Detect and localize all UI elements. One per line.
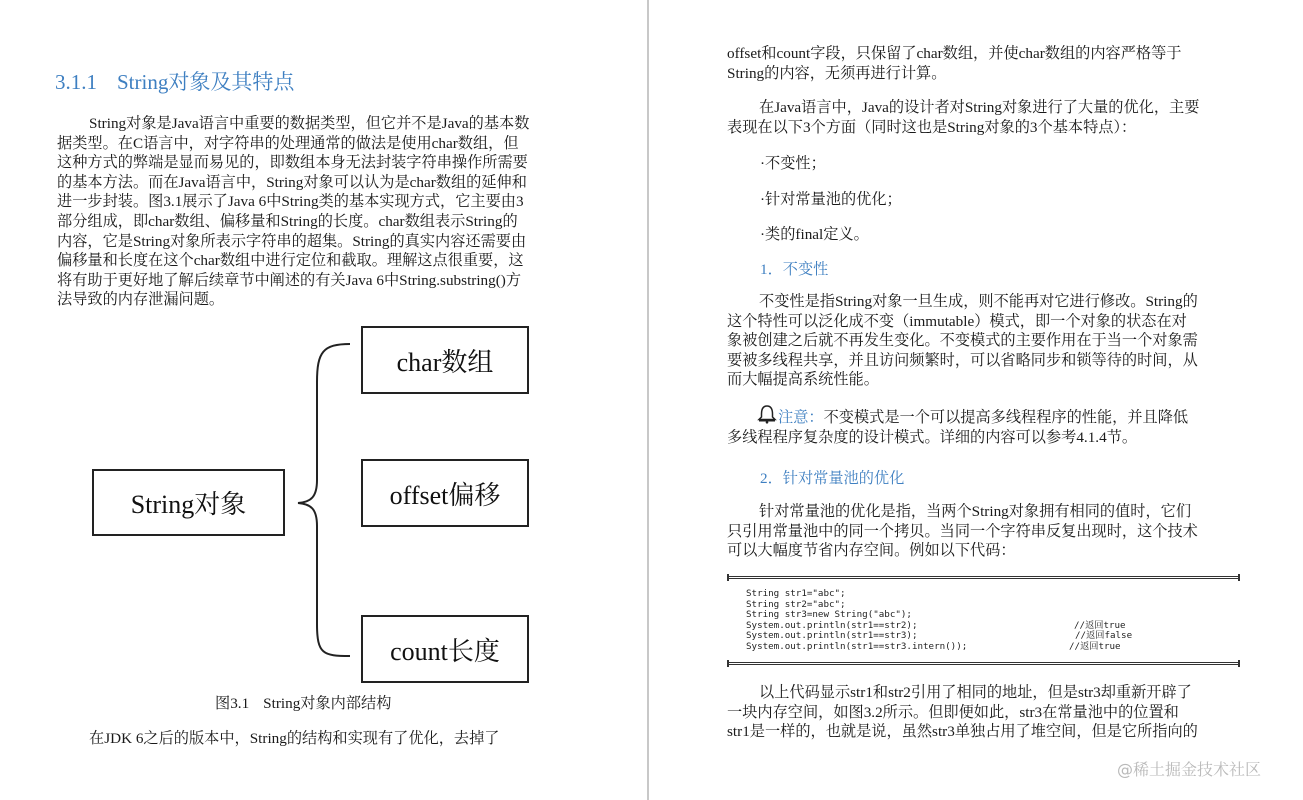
- diagram-box-char-array: [361, 326, 529, 394]
- text-line: 这个特性可以泛化成不变（immutable）模式，即一个对象的状态在对: [727, 312, 1187, 330]
- text-line: 法导致的内存泄漏问题。: [57, 291, 225, 309]
- bullet-constant-pool: ·针对常量池的优化；: [760, 191, 902, 208]
- section-title: String对象及其特点: [117, 70, 295, 94]
- curly-brace-icon: [295, 342, 355, 662]
- diagram-box-offset: [361, 459, 529, 527]
- text-line: 将有助于更好地了解后续章节中阐述的有关Java 6中String.substring()方: [57, 271, 522, 289]
- code-comment: //返回false: [1075, 630, 1133, 642]
- optimization-paragraph: [727, 98, 1237, 137]
- text-line: 只引用常量池中的同一个拷贝。当同一个字符串反复出现时，这个技术: [727, 522, 1198, 540]
- text-line: 要被多线程共享，并且访问频繁时，可以省略同步和锁等待的时间，从: [727, 351, 1198, 369]
- section-heading: [55, 66, 294, 96]
- section-number: 3.1.1: [55, 70, 97, 94]
- text-line: 内容，它是String对象所表示字符串的超集。String的真实内容还需要由: [57, 232, 527, 250]
- note-text: 不变模式是一个可以提高多线程程序的性能，并且降低: [823, 409, 1189, 426]
- code-top-rule: [727, 576, 1240, 579]
- continuation-paragraph: [727, 44, 1227, 83]
- left-page: [0, 0, 647, 800]
- diagram-root-box: [92, 469, 285, 536]
- after-code-paragraph: [727, 683, 1237, 742]
- immutability-paragraph: [727, 292, 1237, 390]
- bell-icon: [757, 404, 777, 424]
- diagram-label: char数组: [396, 347, 494, 377]
- text-line: 象被创建之后就不再发生变化。不变模式的主要作用在于当一个对象需: [727, 332, 1198, 350]
- text-line: 偏移量和长度在这个char数组中进行定位和截取。理解这点很重要，这: [57, 252, 524, 270]
- text-line: 据类型。在C语言中，对字符串的处理通常的做法是使用char数组，但: [57, 134, 519, 152]
- closing-paragraph: [89, 729, 559, 749]
- text-line: 以上代码显示str1和str2引用了相同的地址，但是str3却重新开辟了: [759, 684, 1192, 701]
- code-line: System.out.println(str1==str2); //返回true: [746, 619, 1126, 631]
- diagram-box-count: [361, 615, 529, 683]
- code-line: String str3=new String("abc");: [746, 609, 912, 621]
- watermark: @稀土掘金技术社区: [1117, 760, 1262, 779]
- text-line: 部分组成，即char数组、偏移量和String的长度。char数组表示String的: [57, 212, 518, 230]
- text-line: 在Java语言中，Java的设计者对String对象进行了大量的优化，主要: [759, 99, 1200, 116]
- figure-caption: [215, 692, 391, 713]
- text-line: 一块内存空间，如图3.2所示。但即便如此，str3在常量池中的位置和: [727, 703, 1179, 721]
- diagram-label: count长度: [390, 636, 500, 666]
- text-line: 表现在以下3个方面（同时这也是String对象的3个基本特点）：: [727, 118, 1137, 136]
- text-line: 在JDK 6之后的版本中，String的结构和实现有了优化，去掉了: [89, 730, 500, 747]
- text-line: String对象是Java语言中重要的数据类型，但它并不是Java的基本数: [89, 115, 530, 132]
- code-comment: //返回true: [1074, 619, 1126, 631]
- text-line: 的基本方法。而在Java语言中，String对象可以认为是char数组的延伸和: [57, 173, 527, 191]
- code-comment: //返回true: [1069, 640, 1121, 652]
- text-line: 不变性是指String对象一旦生成，则不能再对它进行修改。String的: [759, 293, 1198, 310]
- string-structure-diagram: [85, 322, 545, 687]
- intro-paragraph: [57, 114, 565, 310]
- code-bottom-rule: [727, 662, 1240, 665]
- code-block: [727, 576, 1240, 664]
- text-line: 进一步封装。图3.1展示了Java 6中String类的基本实现方式，它主要由3: [57, 193, 524, 211]
- code-lines: [746, 588, 1133, 653]
- text-line: 而大幅提高系统性能。: [727, 371, 879, 389]
- diagram-label: offset偏移: [389, 480, 501, 510]
- code-line: String str2="abc";: [746, 598, 846, 610]
- constant-pool-paragraph: [727, 502, 1237, 561]
- subheading-immutability: 1．不变性: [760, 261, 829, 278]
- text-line: offset和count字段，只保留了char数组，并使char数组的内容严格等于: [727, 45, 1182, 62]
- figure-caption-text: String对象内部结构: [263, 695, 392, 712]
- subheading-constant-pool: 2．针对常量池的优化: [760, 470, 905, 487]
- note-callout: [727, 404, 1227, 448]
- text-line: 可以大幅度节省内存空间。例如以下代码：: [727, 542, 1016, 560]
- note-text: 多线程程序复杂度的设计模式。详细的内容可以参考4.1.4节。: [727, 429, 1138, 446]
- text-line: String的内容，无须再进行计算。: [727, 64, 947, 82]
- note-label: 注意：: [778, 409, 824, 426]
- code-line: System.out.println(str1==str3.intern()); //返回true: [746, 640, 1121, 652]
- text-line: 针对常量池的优化是指，当两个String对象拥有相同的值时，它们: [759, 503, 1192, 520]
- text-line: str1是一样的，也就是说，虽然str3单独占用了堆空间，但是它所指向的: [727, 723, 1198, 741]
- diagram-root-label: String对象: [130, 490, 247, 519]
- code-line: System.out.println(str1==str3); //返回false: [746, 630, 1133, 642]
- figure-number: 图3.1: [215, 695, 250, 712]
- bullet-immutability: ·不变性；: [760, 155, 826, 172]
- code-line: String str1="abc";: [746, 588, 846, 599]
- bullet-final-class: ·类的final定义。: [760, 226, 869, 243]
- text-line: 这种方式的弊端是显而易见的，即数组本身无法封装字符串操作所需要: [57, 154, 528, 172]
